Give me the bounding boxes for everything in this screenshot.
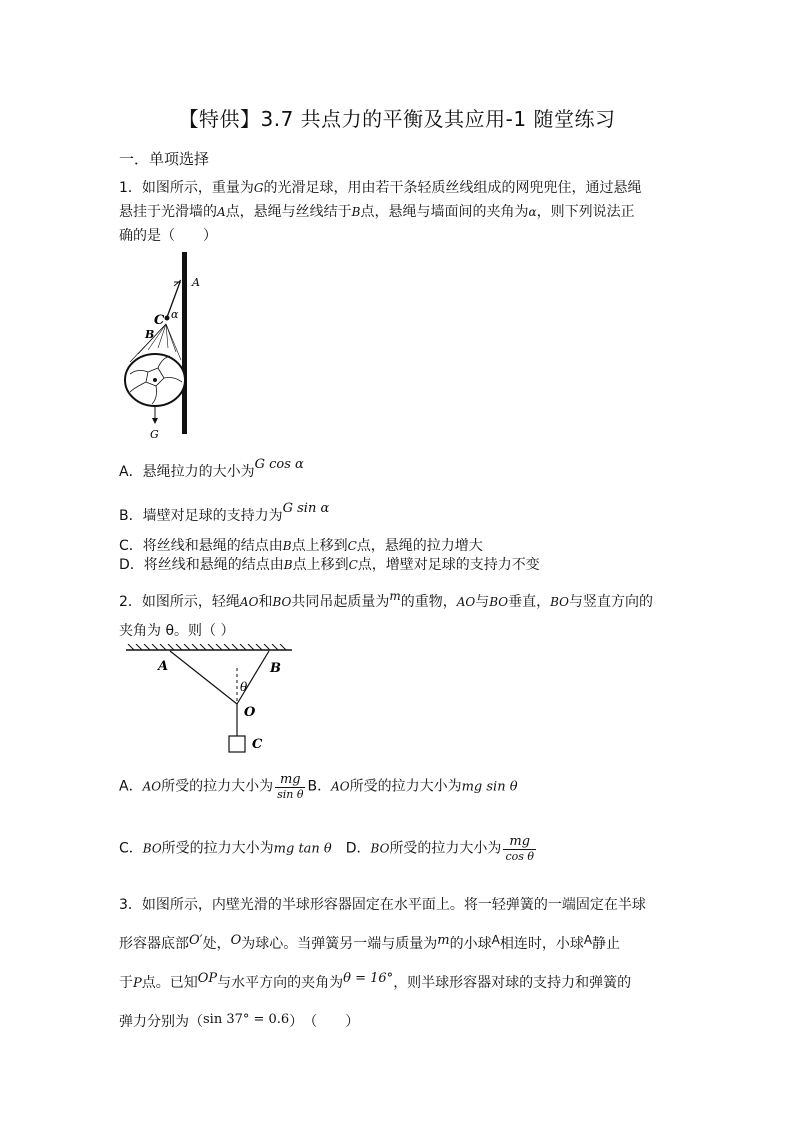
q3-text: 相连时，小球 <box>499 936 584 952</box>
option-text: C． <box>119 840 143 857</box>
q1-var-b: B <box>351 205 361 219</box>
option-text: 所受的拉力大小为 <box>161 778 274 795</box>
q1-stem <box>119 176 679 248</box>
label-theta: θ <box>240 680 248 694</box>
var: OP <box>197 971 218 986</box>
var: AO <box>331 779 350 794</box>
option-text: 点上移到 <box>291 538 348 554</box>
fraction <box>503 834 536 863</box>
label-c: C <box>252 737 263 752</box>
option-text: A．悬绳拉力的大小为 <box>119 464 255 480</box>
q3-stem <box>119 886 689 1042</box>
label-c: C <box>154 313 165 328</box>
q1-text: 的光滑足球，用由若干条轻质丝线组成的网兜兜住，通过悬绳 <box>263 180 642 196</box>
var: O <box>230 933 242 948</box>
q3-text: 3．如图所示，内壁光滑的半球形容器固定在水平面上。将一轻弹簧的一端固定在半球 <box>119 897 646 913</box>
q1-figure <box>118 252 218 444</box>
weight-c <box>229 736 245 752</box>
math-expr: G cos α <box>254 457 304 472</box>
q1-option-d <box>119 554 540 574</box>
var: BO <box>550 595 570 609</box>
q3-text: 静止 <box>592 936 621 952</box>
label-b: B <box>145 328 155 341</box>
numerator: mg <box>275 772 305 788</box>
q2-text: 和 <box>258 594 273 610</box>
q1-text: 点，悬绳与丝线结于 <box>225 204 352 220</box>
option-text: 所受的拉力大小为 <box>161 840 274 857</box>
q2-figure <box>124 644 304 758</box>
numerator: mg <box>503 834 536 850</box>
rope-bo <box>237 651 269 704</box>
q3-text: ） （ ） <box>289 1014 360 1030</box>
option-text: 点，悬绳的拉力增大 <box>356 538 483 554</box>
q1-option-c <box>119 535 483 555</box>
q2-text: 垂直， <box>508 594 551 610</box>
q3-text: 的小球 <box>449 936 492 952</box>
math-expr: sin 37° = 0.6 <box>203 1012 290 1027</box>
q3-text: 处， <box>202 936 231 952</box>
var: A <box>491 933 500 947</box>
label-o: O <box>244 705 256 720</box>
q2-text: 共同吊起质量为 <box>291 594 390 610</box>
var: AO <box>142 779 162 794</box>
var: BO <box>370 841 390 856</box>
option-text: B． <box>307 778 332 795</box>
page-title: 【特供】3.7 共点力的平衡及其应用-1 随堂练习 <box>178 107 616 131</box>
q1-var-g: G <box>253 181 264 195</box>
label-b: B <box>270 661 281 676</box>
var: P <box>133 976 142 991</box>
denominator: sin θ <box>277 788 304 801</box>
q3-text: 弹力分别为（ <box>119 1014 203 1030</box>
option-text: 所受的拉力大小为 <box>389 840 502 857</box>
q1-text: 点，悬绳与墙面间的夹角为 <box>360 204 529 220</box>
q1-text: ，则下列说法正 <box>536 204 635 220</box>
q3-text: 形容器底部 <box>119 936 189 952</box>
option-text: 所受的拉力大小为 <box>349 778 462 795</box>
option-text: D．将丝线和悬绳的结点由 <box>119 557 284 573</box>
q1-text: 1．如图所示，重量为 <box>119 180 254 196</box>
q1-var-a: A <box>217 205 226 219</box>
q2-text: 2．如图所示，轻绳 <box>119 594 240 610</box>
option-text: A． <box>119 778 143 795</box>
q2-text: 的重物， <box>400 594 457 610</box>
option-text: 点，增壁对足球的支持力不变 <box>357 557 540 573</box>
option-text: C．将丝线和悬绳的结点由 <box>119 538 283 554</box>
option-text: D． <box>345 840 371 857</box>
option-text: B．墙壁对足球的支持力为 <box>119 508 283 524</box>
q3-text: 点。已知 <box>141 975 198 991</box>
label-a: A <box>158 659 169 674</box>
var: BO <box>489 595 509 609</box>
label-g: G <box>150 428 159 441</box>
q1-option-b <box>119 501 330 525</box>
q1-text: 确的是（ ） <box>119 228 217 244</box>
q2-text: 夹角为 θ。则（ ） <box>119 623 235 639</box>
q2-text: 与 <box>475 594 490 610</box>
q3-text: 于 <box>119 975 133 991</box>
var: B <box>283 558 293 572</box>
var: BO <box>272 595 292 609</box>
q2-stem <box>119 588 679 646</box>
var: AO <box>456 595 476 609</box>
math-expr: G sin α <box>282 501 330 516</box>
section-heading: 一．单项选择 <box>119 150 210 168</box>
math-expr: mg sin θ <box>461 779 518 795</box>
label-alpha: α <box>171 308 179 321</box>
q2-options-ab <box>119 772 518 801</box>
var: BO <box>142 841 162 856</box>
var: m <box>389 589 401 603</box>
q3-text: ，则半球形容器对球的支持力和弹簧的 <box>393 975 632 991</box>
wall <box>182 252 187 434</box>
denominator: cos θ <box>505 850 534 863</box>
var: m <box>437 933 450 948</box>
option-text: 点上移到 <box>292 557 349 573</box>
var: AO <box>239 595 259 609</box>
rope-ao <box>170 651 237 704</box>
q2-options-cd <box>119 834 538 863</box>
var: C <box>348 558 358 572</box>
label-a: A <box>192 276 200 289</box>
var: A <box>583 933 593 947</box>
q1-option-a <box>119 457 304 481</box>
q3-text: 与水平方向的夹角为 <box>217 975 344 991</box>
q3-text: 为球心。当弹簧另一端与质量为 <box>241 936 438 952</box>
fraction <box>275 772 305 801</box>
q1-text: 悬挂于光滑墙的 <box>119 204 217 220</box>
q1-var-alpha: α <box>528 205 537 219</box>
var: C <box>347 539 357 553</box>
var: B <box>282 539 292 553</box>
var: O′ <box>189 933 203 948</box>
math-expr: θ = 16° <box>343 971 394 986</box>
q2-text: 与竖直方向的 <box>569 594 654 610</box>
math-expr: mg tan θ <box>273 841 332 857</box>
